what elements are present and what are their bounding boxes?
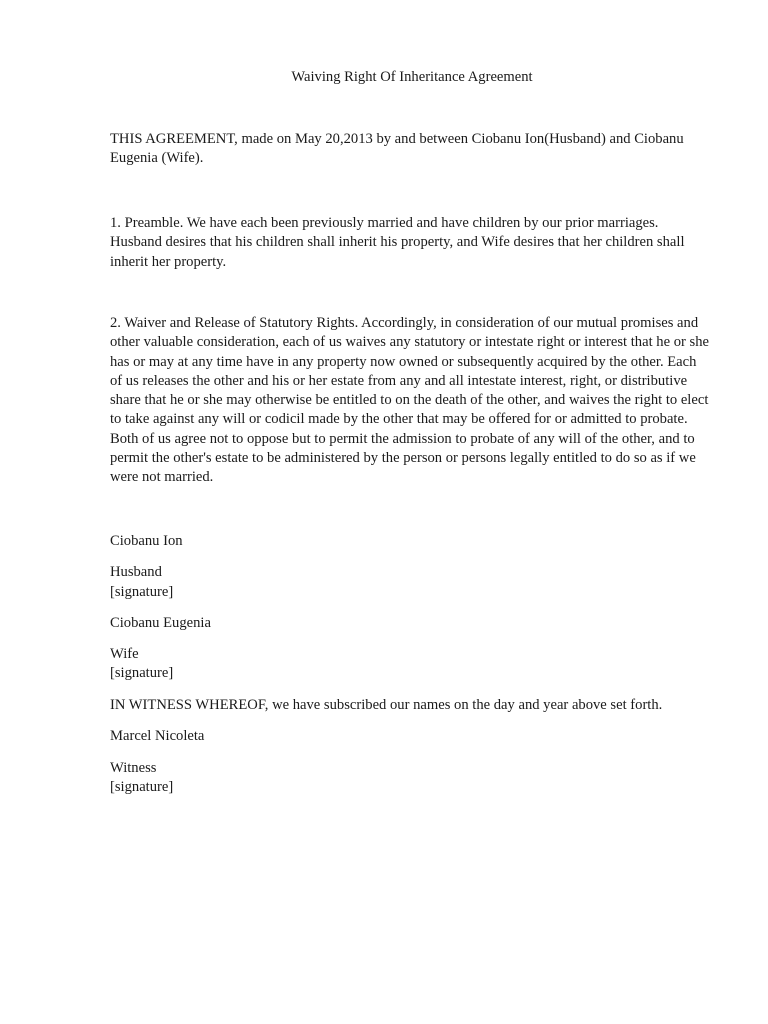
witness-name: Marcel Nicoleta <box>110 728 205 744</box>
wife-role: Wife <box>110 646 139 662</box>
witness-clause: IN WITNESS WHEREOF, we have subscribed our names on the day and year above set forth. <box>110 697 663 713</box>
wife-name: Ciobanu Eugenia <box>110 615 211 631</box>
witness-role: Witness <box>110 760 157 776</box>
agreement-intro: THIS AGREEMENT, made on May 20,2013 by and between Ciobanu Ion(Husband) and Ciobanu Eugenia (Wife). <box>110 131 684 167</box>
husband-role: Husband <box>110 564 162 580</box>
husband-name: Ciobanu Ion <box>110 533 183 549</box>
waiver-paragraph: 2. Waiver and Release of Statutory Rights. Accordingly, in consideration of our mutual promises and other valuable consideration, each of us waives any statutory or intestate right or interest that he or she has or may at any time have in any property now owned or subsequently acquired by the other. Each of us releases the other and his or her estate from any and all intestate interest, right, or distributive share that he or she may otherwise be entitled to on the death of the other, and waives the right to elect to take against any will or codicil made by the other that may be offered for or admitted to probate. Both of us agree not to oppose but to permit the admission to probate of any will of the other, and to permit the other's estate to be administered by the person or persons legally entitled to do so as if we were not married. <box>110 315 709 486</box>
wife-signature: [signature] <box>110 665 174 681</box>
witness-signature: [signature] <box>110 779 174 795</box>
document-title: Waiving Right Of Inheritance Agreement <box>291 69 533 85</box>
husband-signature: [signature] <box>110 584 174 600</box>
preamble-paragraph: 1. Preamble. We have each been previously married and have children by our prior marriages. Husband desires that his children shall inherit his property, and Wife desires that her children shall inherit her property. <box>110 215 685 270</box>
